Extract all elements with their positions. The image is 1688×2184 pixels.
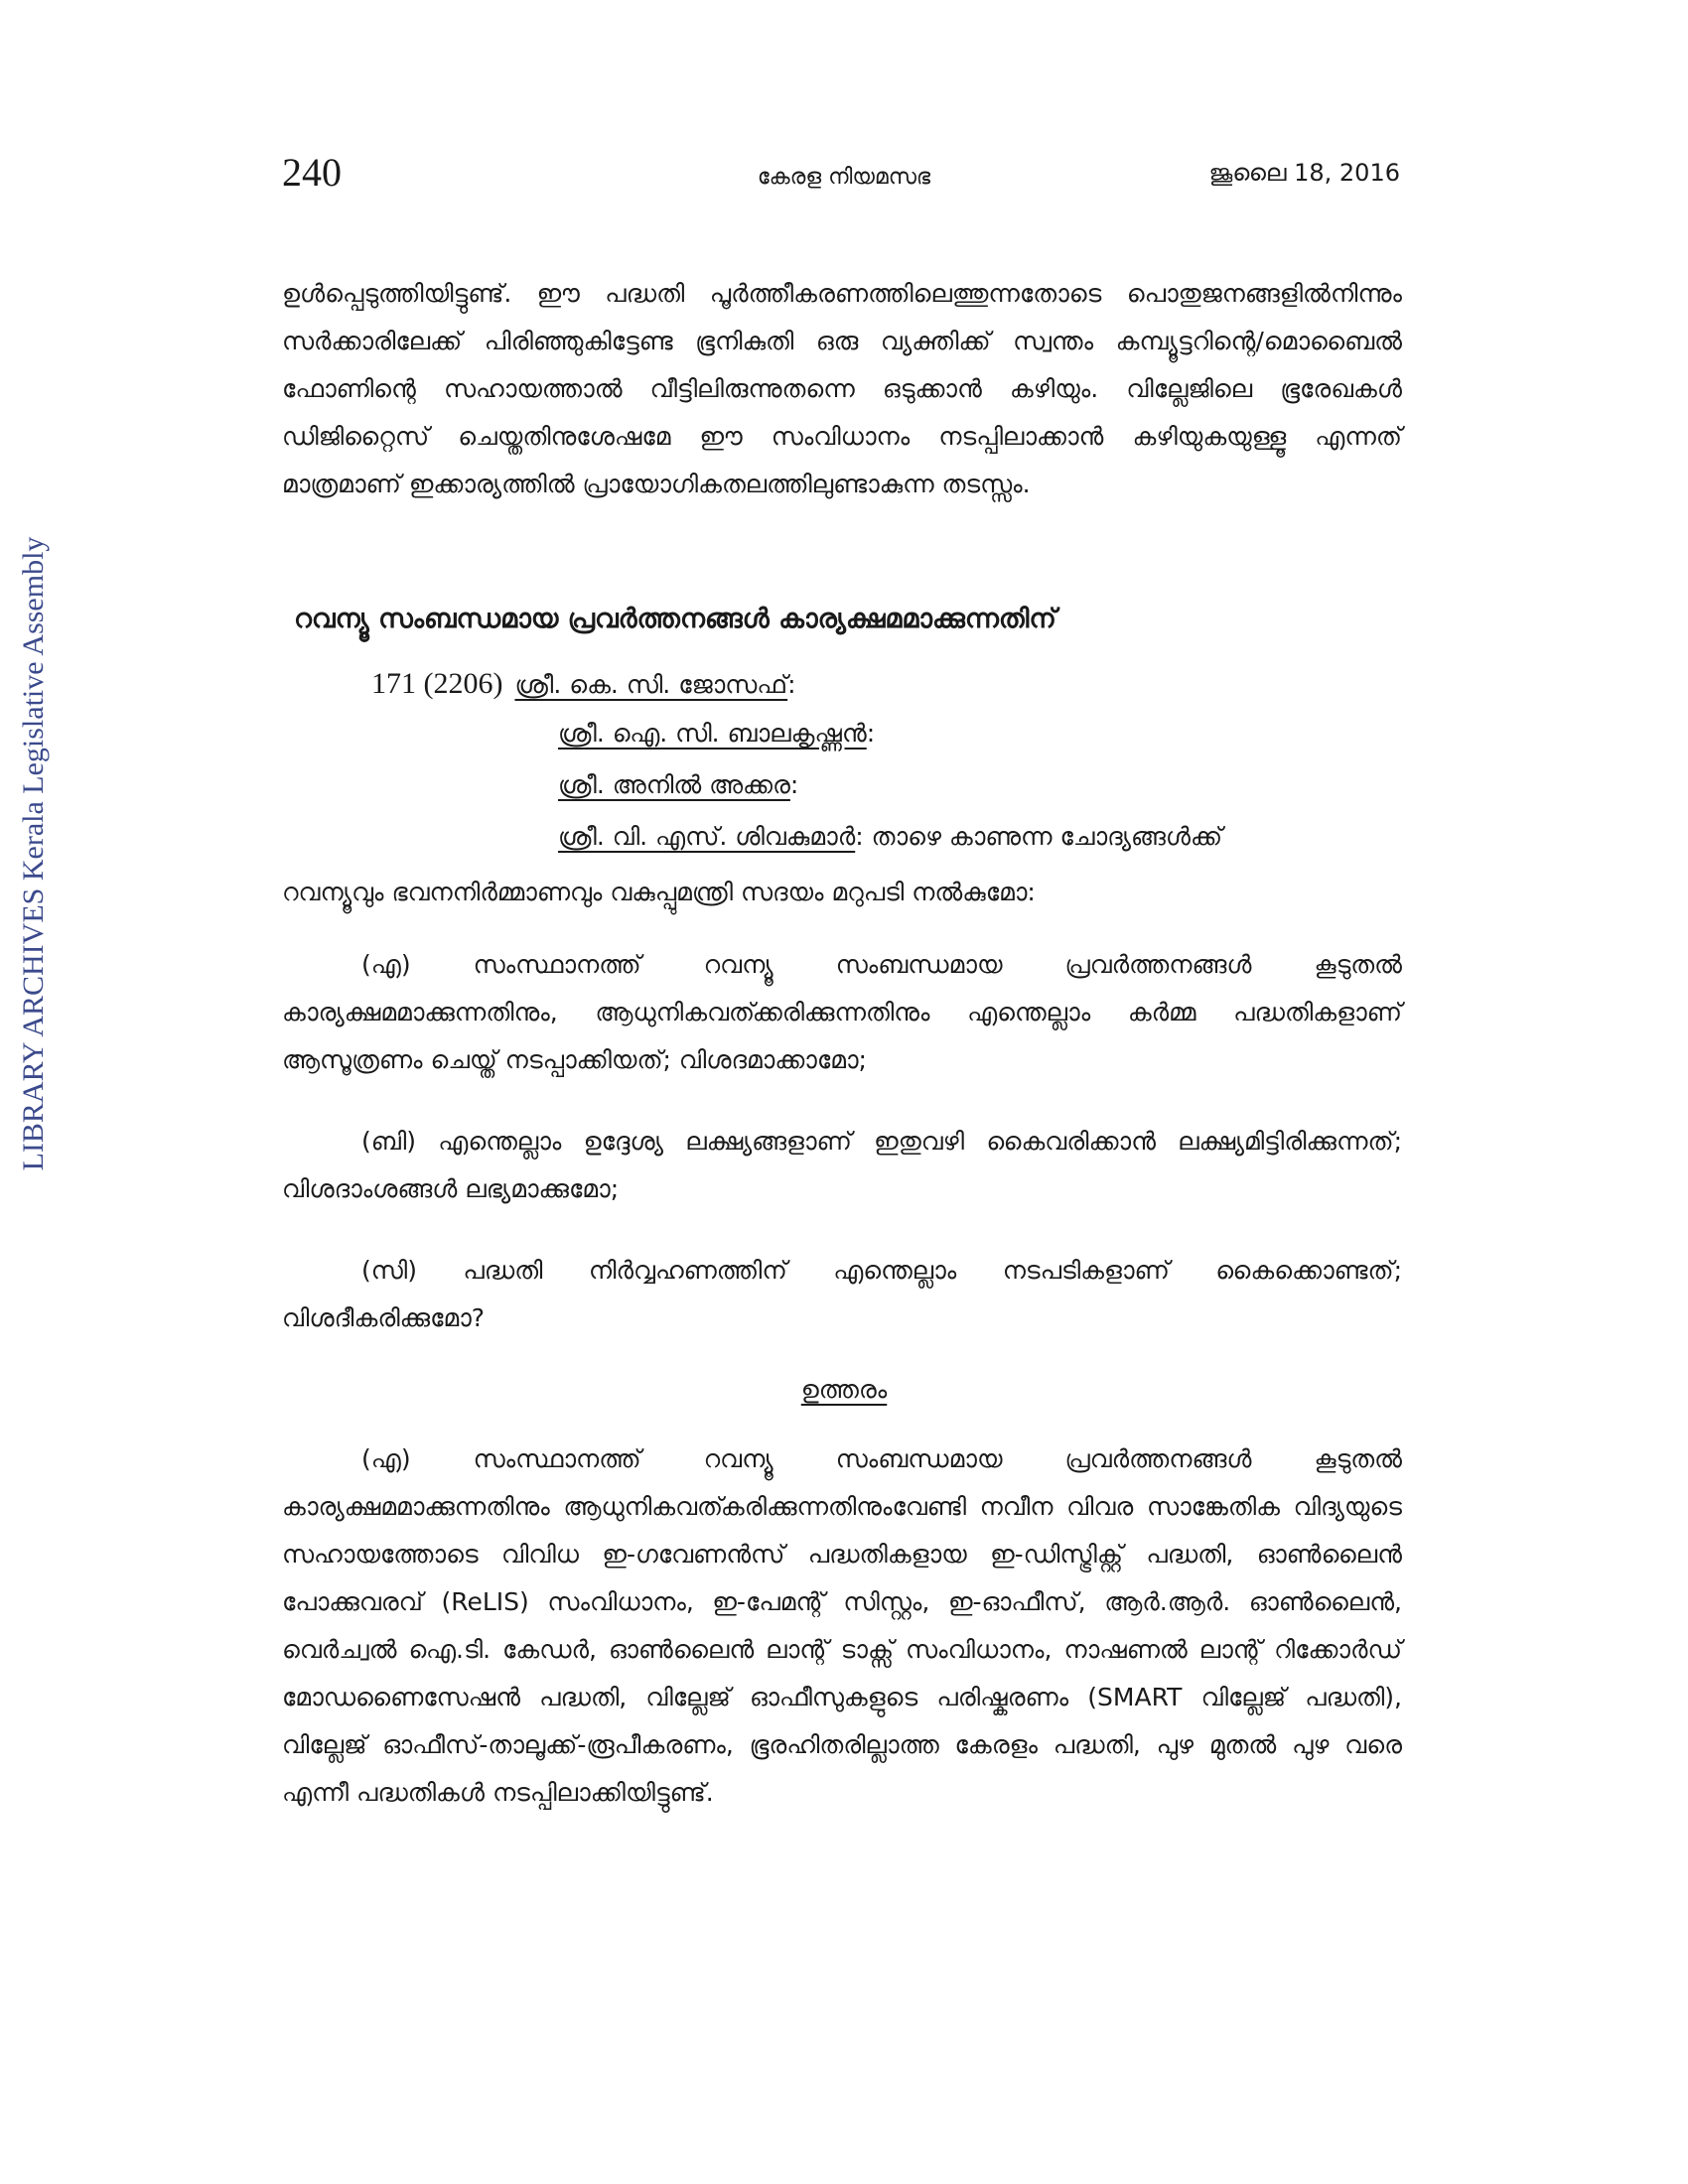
running-head: കേരള നിയമസഭ — [757, 165, 931, 190]
question-part-b: (ബി) എന്തെല്ലാം ഉദ്ദേശ്യ ലക്ഷ്യങ്ങളാണ് ഇതുവഴി കൈവരിക്കാൻ ലക്ഷ്യമിട്ടിരിക്കുന്നത്; വിശദാംശങ്ങൾ ലഭ്യമാക്കുമോ; — [282, 1127, 1402, 1203]
member-separator: : — [787, 670, 796, 699]
question-line-3 — [558, 770, 798, 800]
question-part-c: (സി) പദ്ധതി നിർവ്വഹണത്തിന് എന്തെല്ലാം നടപടികളാണ് കൈക്കൊണ്ടത്; വിശദീകരിക്കുമോ? — [282, 1256, 1402, 1332]
header-date: ജൂലൈ 18, 2016 — [1208, 159, 1400, 187]
archive-watermark: LIBRARY ARCHIVES Kerala Legislative Assembly — [17, 536, 50, 1171]
question-part-a: (എ) സംസ്ഥാനത്ത് റവന്യൂ സംബന്ധമായ പ്രവർത്തനങ്ങൾ കൂടുതൽ കാര്യക്ഷമമാക്കുന്നതിനും, ആധുനികവത്ക്കരിക്കുന്നതിനും എന്തെല്ലാം കർമ്മ പദ്ധതികളാണ് ആസൂത്രണം ചെയ്ത് നടപ്പാക്കിയത്; വിശദമാക്കാമോ; — [282, 950, 1402, 1074]
question-line-2 — [558, 719, 875, 749]
member-name: ശ്രീ. വി. എസ്. ശിവകുമാർ — [558, 822, 856, 851]
intro-paragraph: ഉൾപ്പെടുത്തിയിട്ടുണ്ട്. ഈ പദ്ധതി പൂർത്തീകരണത്തിലെത്തുന്നതോടെ പൊതുജനങ്ങളിൽനിന്നും സർക്കാരിലേക്ക് പിരിഞ്ഞുകിട്ടേണ്ട ഭൂനികുതി ഒരു വ്യക്തിക്ക് സ്വന്തം കമ്പ്യൂട്ടറിന്റെ/മൊബൈൽ ഫോണിന്റെ സഹായത്താൽ വീട്ടിലിരുന്നുതന്നെ ഒടുക്കാൻ കഴിയും. വില്ലേജിലെ ഭൂരേഖകൾ ഡിജിറ്റൈസ് ചെയ്തതിനുശേഷമേ ഈ സംവിധാനം നടപ്പിലാക്കാൻ കഴിയുകയുള്ളൂ എന്നത് മാത്രമാണ് ഇക്കാര്യത്തിൽ പ്രായോഗികതലത്തിലുണ്ടാകുന്ന തടസ്സം. — [282, 279, 1402, 498]
member-separator: : — [789, 770, 799, 799]
member-name: ശ്രീ. അനിൽ അക്കര — [558, 770, 790, 799]
member-name: ശ്രീ. കെ. സി. ജോസഫ് — [514, 670, 788, 699]
page-number: 240 — [282, 150, 342, 195]
member-separator: : — [866, 719, 876, 748]
question-lead-in: റവന്യൂവും ഭവനനിർമ്മാണവും വകുപ്പുമന്ത്രി സദയം മറുപടി നൽകുമോ: — [282, 878, 1036, 906]
question-line-4 — [558, 822, 1222, 852]
question-number: 171 (2206) — [371, 667, 503, 700]
question-heading: റവന്യൂ സംബന്ധമായ പ്രവർത്തനങ്ങൾ കാര്യക്ഷമമാക്കുന്നതിന് — [294, 604, 1056, 634]
answer-paragraph: (എ) സംസ്ഥാനത്ത് റവന്യൂ സംബന്ധമായ പ്രവർത്തനങ്ങൾ കൂടുതൽ കാര്യക്ഷമമാക്കുന്നതിനും ആധുനികവത്കരിക്കുന്നതിനുംവേണ്ടി നവീന വിവര സാങ്കേതിക വിദ്യയുടെ സഹായത്തോടെ വിവിധ ഇ-ഗവേണൻസ് പദ്ധതികളായ ഇ-ഡിസ്ട്രിക്റ്റ് പദ്ധതി, ഓൺലൈൻ പോക്കുവരവ് (ReLIS) സംവിധാനം, ഇ-പേമന്റ് സിസ്റ്റം, ഇ-ഓഫീസ്, ആർ.ആർ. ഓൺലൈൻ, വെർച്വൽ ഐ.ടി. കേഡർ, ഓൺലൈൻ ലാന്റ് ടാക്സ് സംവിധാനം, നാഷണൽ ലാന്റ് റിക്കോർഡ് മോഡണൈസേഷൻ പദ്ധതി, വില്ലേജ് ഓഫീസുകളുടെ പരിഷ്കരണം (SMART വില്ലേജ് പദ്ധതി), വില്ലേജ് ഓഫീസ്-താലൂക്ക്-രൂപീകരണം, ഭൂരഹിതരില്ലാത്ത കേരളം പദ്ധതി, പുഴ മുതൽ പുഴ വരെ എന്നീ പദ്ധതികൾ നടപ്പിലാക്കിയിട്ടുണ്ട്. — [282, 1444, 1402, 1807]
member-name: ശ്രീ. ഐ. സി. ബാലകൃഷ്ണൻ — [558, 719, 867, 748]
question-line-1 — [371, 667, 796, 701]
lead-in-tail: : താഴെ കാണുന്ന ചോദ്യങ്ങൾക്ക് — [855, 822, 1223, 851]
answer-title: ഉത്തരം — [800, 1375, 888, 1404]
